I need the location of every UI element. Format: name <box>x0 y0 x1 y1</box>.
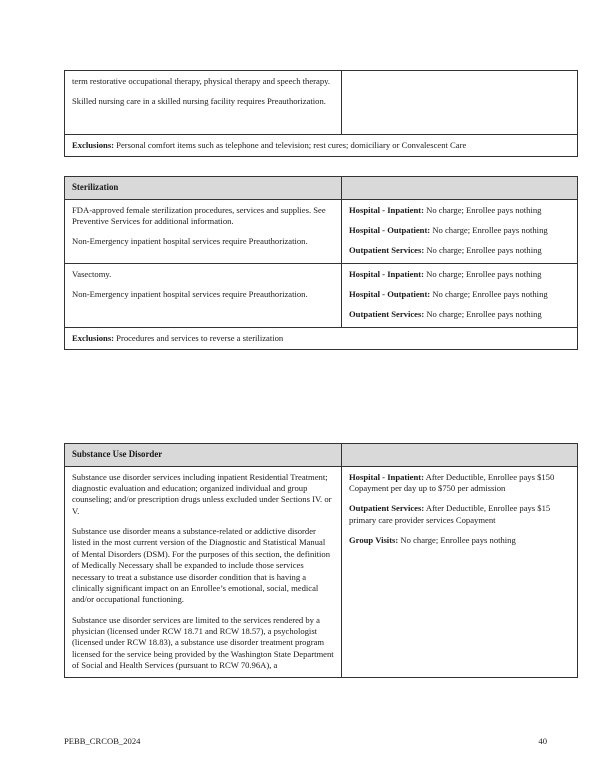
table-row <box>65 71 578 135</box>
paragraph: Vasectomy. <box>72 268 112 279</box>
cost-item-value: No charge; Enrollee pays nothing <box>430 289 548 300</box>
cost-item-value: No charge; Enrollee pays nothing <box>398 535 516 546</box>
cost-item <box>349 535 570 546</box>
paragraph: Substance use disorder services are limited to the services rendered by a physician (licensed under RCW 18.71 and RCW 18.57), a psychologist (licensed under RCW 18.83), a substance use disorder treatment program licensed for the service being provided by the Washington State Department of Social and Health Services (pursuant to RCW 70.96A), a <box>72 614 334 670</box>
paragraph: Skilled nursing care in a skilled nursing facility requires Preauthorization. <box>72 96 326 107</box>
cost-item <box>349 289 570 300</box>
footer-page-number: 40 <box>538 736 547 746</box>
exclusions-text: Procedures and services to reverse a sterilization <box>114 332 284 343</box>
cost-item-value: No charge; Enrollee pays nothing <box>424 309 542 320</box>
table-header-row <box>65 444 578 467</box>
table-row <box>65 466 578 678</box>
cost-item <box>349 472 570 495</box>
exclusions-label: Exclusions: <box>72 140 115 150</box>
benefit-cost-cell <box>342 263 578 327</box>
table-row <box>65 263 578 327</box>
cost-item-value: After Deductible, Enrollee pays $150 Copayment per day up to $750 per admission <box>349 471 555 494</box>
table-header-row <box>65 177 578 200</box>
cost-item <box>349 245 570 256</box>
cost-item <box>349 225 570 236</box>
paragraph: FDA-approved female sterilization procedures, services and supplies. See Preventive Services for additional information. <box>72 204 326 227</box>
paragraph: Substance use disorder services including inpatient Residential Treatment; diagnostic evaluation and education; organized individual and group counseling; and/or prescription drugs unless excluded under Sections IV. or V. <box>72 471 332 516</box>
benefit-table-substance-use-disorder <box>64 443 578 678</box>
table-row <box>65 199 578 263</box>
cost-item-label: Group Visits: <box>349 535 399 546</box>
cost-item-label: Outpatient Services: <box>349 245 425 256</box>
section-title: Sterilization <box>65 177 342 200</box>
benefit-cost-cell <box>342 199 578 263</box>
cost-item-label: Hospital - Inpatient: <box>349 471 424 482</box>
benefit-cost-cell <box>342 71 578 135</box>
cost-item-label: Outpatient Services: <box>349 503 425 514</box>
cost-item-value: No charge; Enrollee pays nothing <box>424 245 542 256</box>
benefit-table-skilled-nursing <box>64 70 578 157</box>
cost-item-label: Outpatient Services: <box>349 309 425 320</box>
exclusions-text: Personal comfort items such as telephone and television; rest cures; domiciliary or Convalescent Care <box>114 140 467 150</box>
cost-item-label: Hospital - Outpatient: <box>349 225 431 236</box>
cost-item-value: After Deductible, Enrollee pays $15 primary care provider services Copayment <box>349 503 551 525</box>
paragraph: Substance use disorder means a substance-related or addictive disorder listed in the most current version of the Diagnostic and Statistical Manual of Mental Disorders (DSM). For the purposes of this section, the definition of Medically Necessary shall be expanded to include those services necessary to treat a substance use disorder condition that is having a clinically significant impact on an Enrollee’s emotional, social, medical and/or occupational functioning. <box>72 526 331 605</box>
cost-item <box>349 309 570 320</box>
paragraph: term restorative occupational therapy, physical therapy and speech therapy. <box>72 76 331 86</box>
page-footer <box>64 736 547 746</box>
exclusions-cell <box>65 327 578 349</box>
benefit-table-sterilization <box>64 176 578 350</box>
exclusions-row <box>65 327 578 349</box>
cost-item <box>349 503 570 526</box>
exclusions-label: Exclusions: <box>72 332 115 343</box>
section-title: Substance Use Disorder <box>65 444 342 467</box>
benefit-description-cell <box>65 199 342 263</box>
benefit-description-cell <box>65 71 342 135</box>
paragraph: Non-Emergency inpatient hospital services require Preauthorization. <box>72 289 308 300</box>
exclusions-cell <box>65 135 578 157</box>
benefit-description-cell <box>65 466 342 678</box>
section-title-right <box>342 444 578 467</box>
benefit-cost-cell <box>342 466 578 678</box>
paragraph: Non-Emergency inpatient hospital services require Preauthorization. <box>72 236 308 247</box>
cost-item-label: Hospital - Outpatient: <box>349 289 431 300</box>
exclusions-row <box>65 135 578 157</box>
cost-item-value: No charge; Enrollee pays nothing <box>430 225 548 236</box>
section-title-right <box>342 177 578 200</box>
cost-item-label: Hospital - Inpatient: <box>349 204 424 215</box>
cost-item-value: No charge; Enrollee pays nothing <box>423 268 542 279</box>
cost-item-label: Hospital - Inpatient: <box>349 268 424 279</box>
cost-item <box>349 205 570 216</box>
cost-item <box>349 269 570 280</box>
benefit-description-cell <box>65 263 342 327</box>
cost-item-value: No charge; Enrollee pays nothing <box>423 204 542 215</box>
footer-document-id: PEBB_CRCOB_2024 <box>64 736 141 746</box>
